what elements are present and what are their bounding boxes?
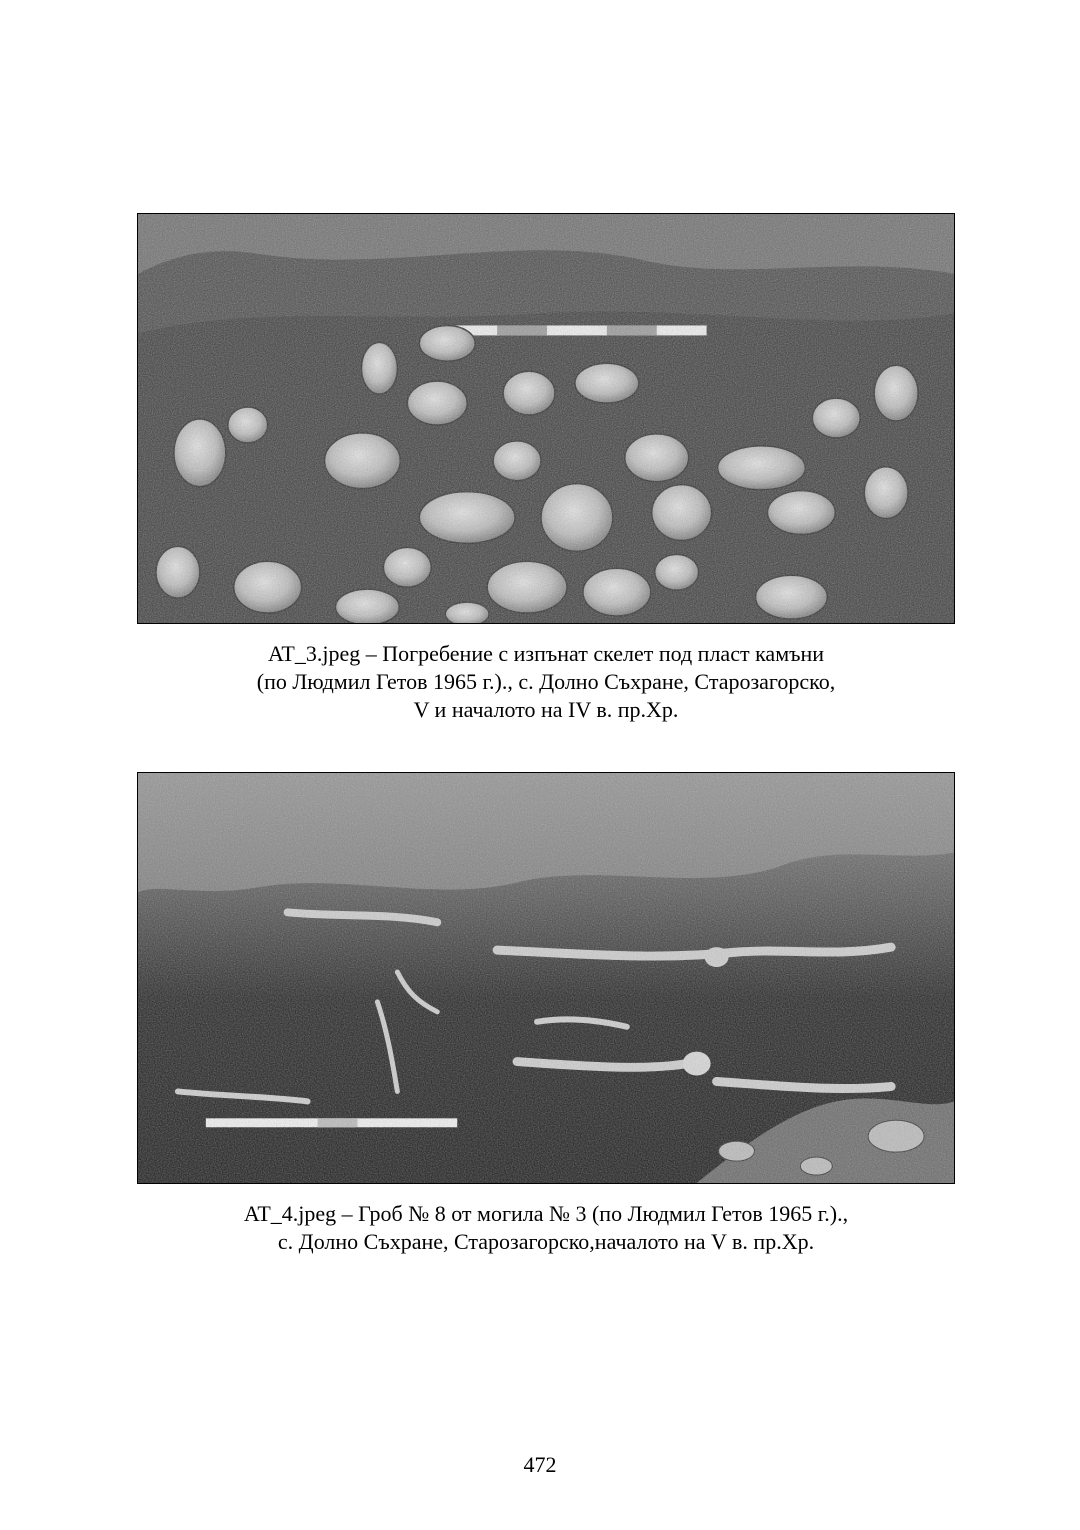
- photo-grave-skeleton: [137, 772, 955, 1184]
- caption-1-line-2: (по Людмил Гетов 1965 г.)., с. Долно Съхране, Старозагорско,: [256, 669, 836, 694]
- page-number: 472: [523, 1452, 557, 1477]
- caption-1-line-3: V и началото на IV в. пр.Хр.: [413, 697, 679, 722]
- figure-caption-2: [137, 1200, 955, 1256]
- caption-1-line-1: AT_3.jpeg – Погребение с изпънат скелет под пласт камъни: [267, 641, 825, 666]
- photo-grave-stones: [137, 213, 955, 624]
- caption-2-line-2: с. Долно Съхране, Старозагорско,началото на V в. пр.Хр.: [277, 1229, 815, 1254]
- caption-2-line-1: AT_4.jpeg – Гроб № 8 от могила № 3 (по Людмил Гетов 1965 г.).,: [243, 1201, 849, 1226]
- figure-caption-1: [137, 640, 955, 724]
- photo-grave-stones-image: [138, 214, 954, 623]
- photo-grave-skeleton-image: [138, 773, 954, 1183]
